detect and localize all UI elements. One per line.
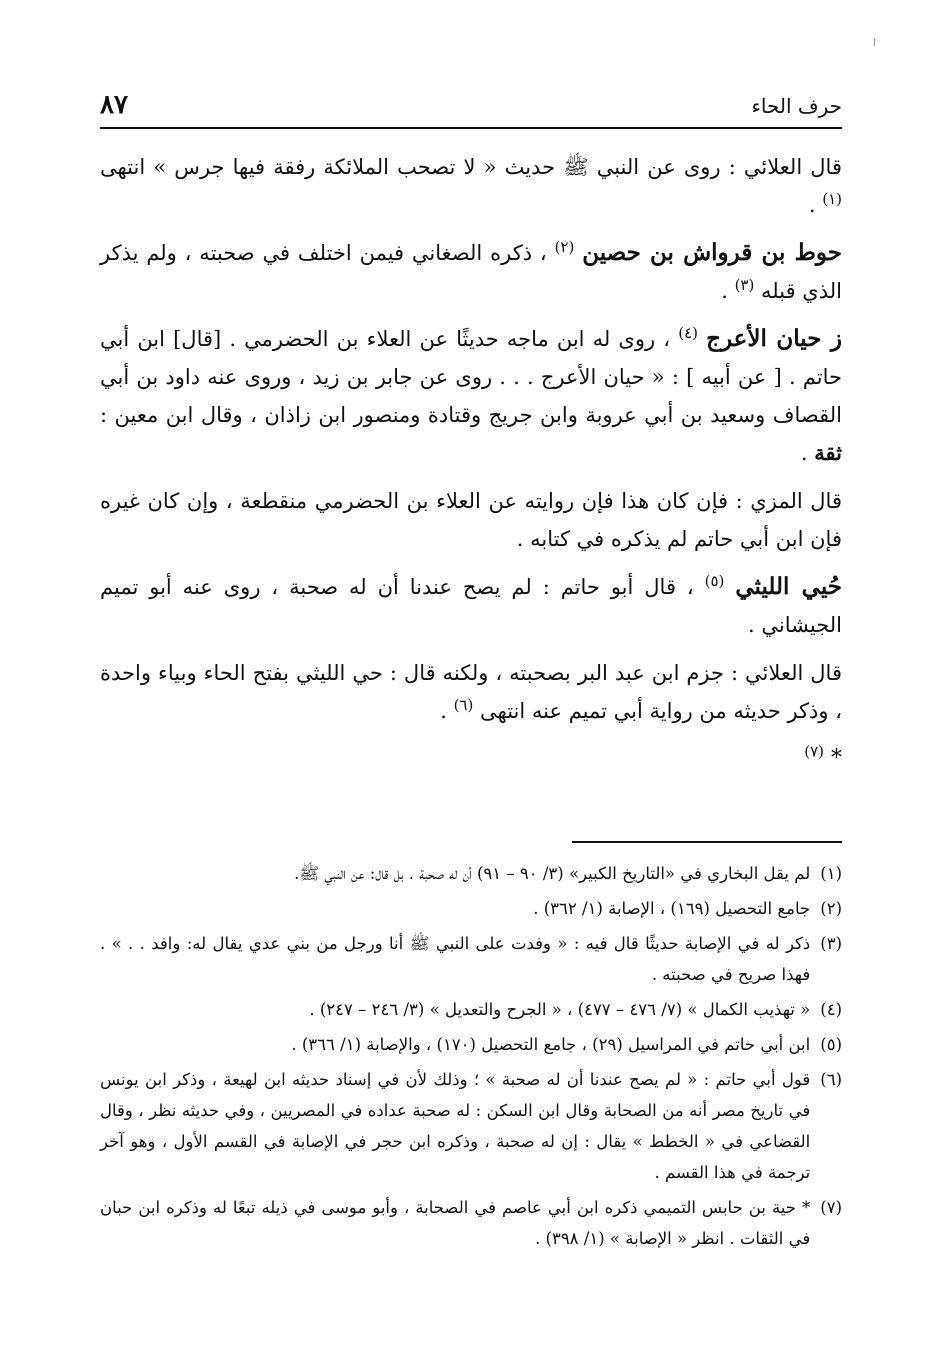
footnotes: [100, 858, 842, 1258]
footnote-1: (١) لم يقل البخاري في «التاريخ الكبير» (٣/ ٩٠ – ٩١) أن له صحبة . بل قال: عن النبي ﷺ.: [294, 864, 842, 883]
footnote-6: (٦) قول أبي حاتم : « لم يصح عندنا أن له صحبة » ؛ وذلك لأن في إسناد حديثه ابن لهيعة ، وذكر ابن يونس في تاريخ مصر أنه من الصحابة وقال ابن السكن : له صحبة عداده في المصريين ، وفي حديثه نظر ، وقال القضاعي في « الخطط » يقال : إن له صحبة ، وذكره ابن حجر في الإصابة في القسم الأول ، وهو آخر ترجمة في هذا القسم .: [100, 1070, 842, 1182]
running-title: حرف الحاء: [751, 94, 842, 118]
footnote-rule: [572, 841, 842, 843]
footnote-ref-5[interactable]: (٥): [704, 572, 725, 590]
page-header: [100, 84, 842, 124]
footnote-ref-2[interactable]: (٢): [554, 238, 575, 256]
footnote-ref-7[interactable]: (٧): [804, 742, 824, 761]
entry-headword: حُيي الليثي: [735, 573, 842, 600]
paragraph-5: حُيي الليثي $^{(٥)}$ ، قال أبو حاتم : لم يصح عندنا أن له صحبة ، روى عنه أبو تميم الجيشاني .: [100, 572, 842, 637]
paragraph-6: قال العلائي : جزم ابن عبد البر بصحبته ، ولكنه قال : حي الليثي بفتح الحاء وبياء واحدة ، وذكر حديثه من رواية أبي تميم عنه انتهى $^{(٦)}$ .: [100, 661, 842, 723]
footnote-ref-6[interactable]: (٦): [453, 696, 474, 714]
margin-mark: [874, 38, 875, 46]
footnote-ref-1[interactable]: (١): [822, 190, 842, 208]
page-number: ٨٧: [100, 90, 128, 120]
footnote-ref-3[interactable]: (٣): [734, 276, 755, 294]
footnote-5: (٥) ابن أبي حاتم في المراسيل (٢٩) ، جامع التحصيل (١٧٠) ، والإصابة (١/ ٣٦٦) .: [291, 1035, 842, 1054]
main-text: [100, 148, 842, 788]
star-entry: [100, 740, 842, 778]
paragraph-1: قال العلائي : روى عن النبي ﷺ حديث « لا تصحب الملائكة رفقة فيها جرس » انتهى $^{(١)}$ .: [100, 155, 842, 217]
paragraph-4: قال المزي : فإن كان هذا فإن روايته عن العلاء بن الحضرمي منقطعة ، وإن كان غيره فإن ابن أبي حاتم لم يذكره في كتابه .: [100, 489, 842, 551]
rating-word: ثقة: [814, 440, 842, 465]
footnote-2: (٢) جامع التحصيل (١٦٩) ، الإصابة (١/ ٣٦٢) .: [533, 899, 842, 918]
footnote-7: (٧) * حية بن حابس التميمي ذكره ابن أبي عاصم في الصحابة ، وأبو موسى في ذيله تبعًا له وذكره ابن حبان في الثقات . انظر « الإصابة » (١/ ٣٩٨) .: [100, 1198, 842, 1248]
footnote-3: (٣) ذكر له في الإصابة حديثًا قال فيه : « وفدت على النبي ﷺ أنا ورجل من بني عدي يقال له: وافد . . » . فهذا صريح في صحبته .: [100, 934, 842, 984]
footnote-4: (٤) « تهذيب الكمال » (٧/ ٤٧٦ – ٤٧٧) ، « الجرح والتعديل » (٣/ ٢٤٦ – ٢٤٧) .: [309, 1000, 842, 1019]
entry-headword: حوط بن قرواش بن حصين: [582, 239, 842, 266]
footnote-ref-4[interactable]: (٤): [678, 324, 698, 342]
paragraph-3: ز حيان الأعرج $^{(٤)}$ ، روى له ابن ماجه حديثًا عن العلاء بن الحضرمي . [قال] ابن أبي حاتم . [ عن أبيه ] : « حيان الأعرج . . . روى عن جابر بن زيد ، وروى عنه داود بن أبي القصاف وسعيد بن أبي عروبة وابن جريج وقتادة ومنصور ابن زاذان ، وقال ابن معين : ثقة .: [100, 324, 842, 465]
header-rule: [100, 127, 842, 129]
entry-headword: ز حيان الأعرج: [706, 325, 842, 352]
paragraph-2: حوط بن قرواش بن حصين $^{(٢)}$ ، ذكره الصغاني فيمن اختلف في صحبته ، ولم يذكر الذي قبله $^{(٣)}$ .: [100, 238, 842, 303]
asterisk-icon: *: [831, 746, 842, 771]
